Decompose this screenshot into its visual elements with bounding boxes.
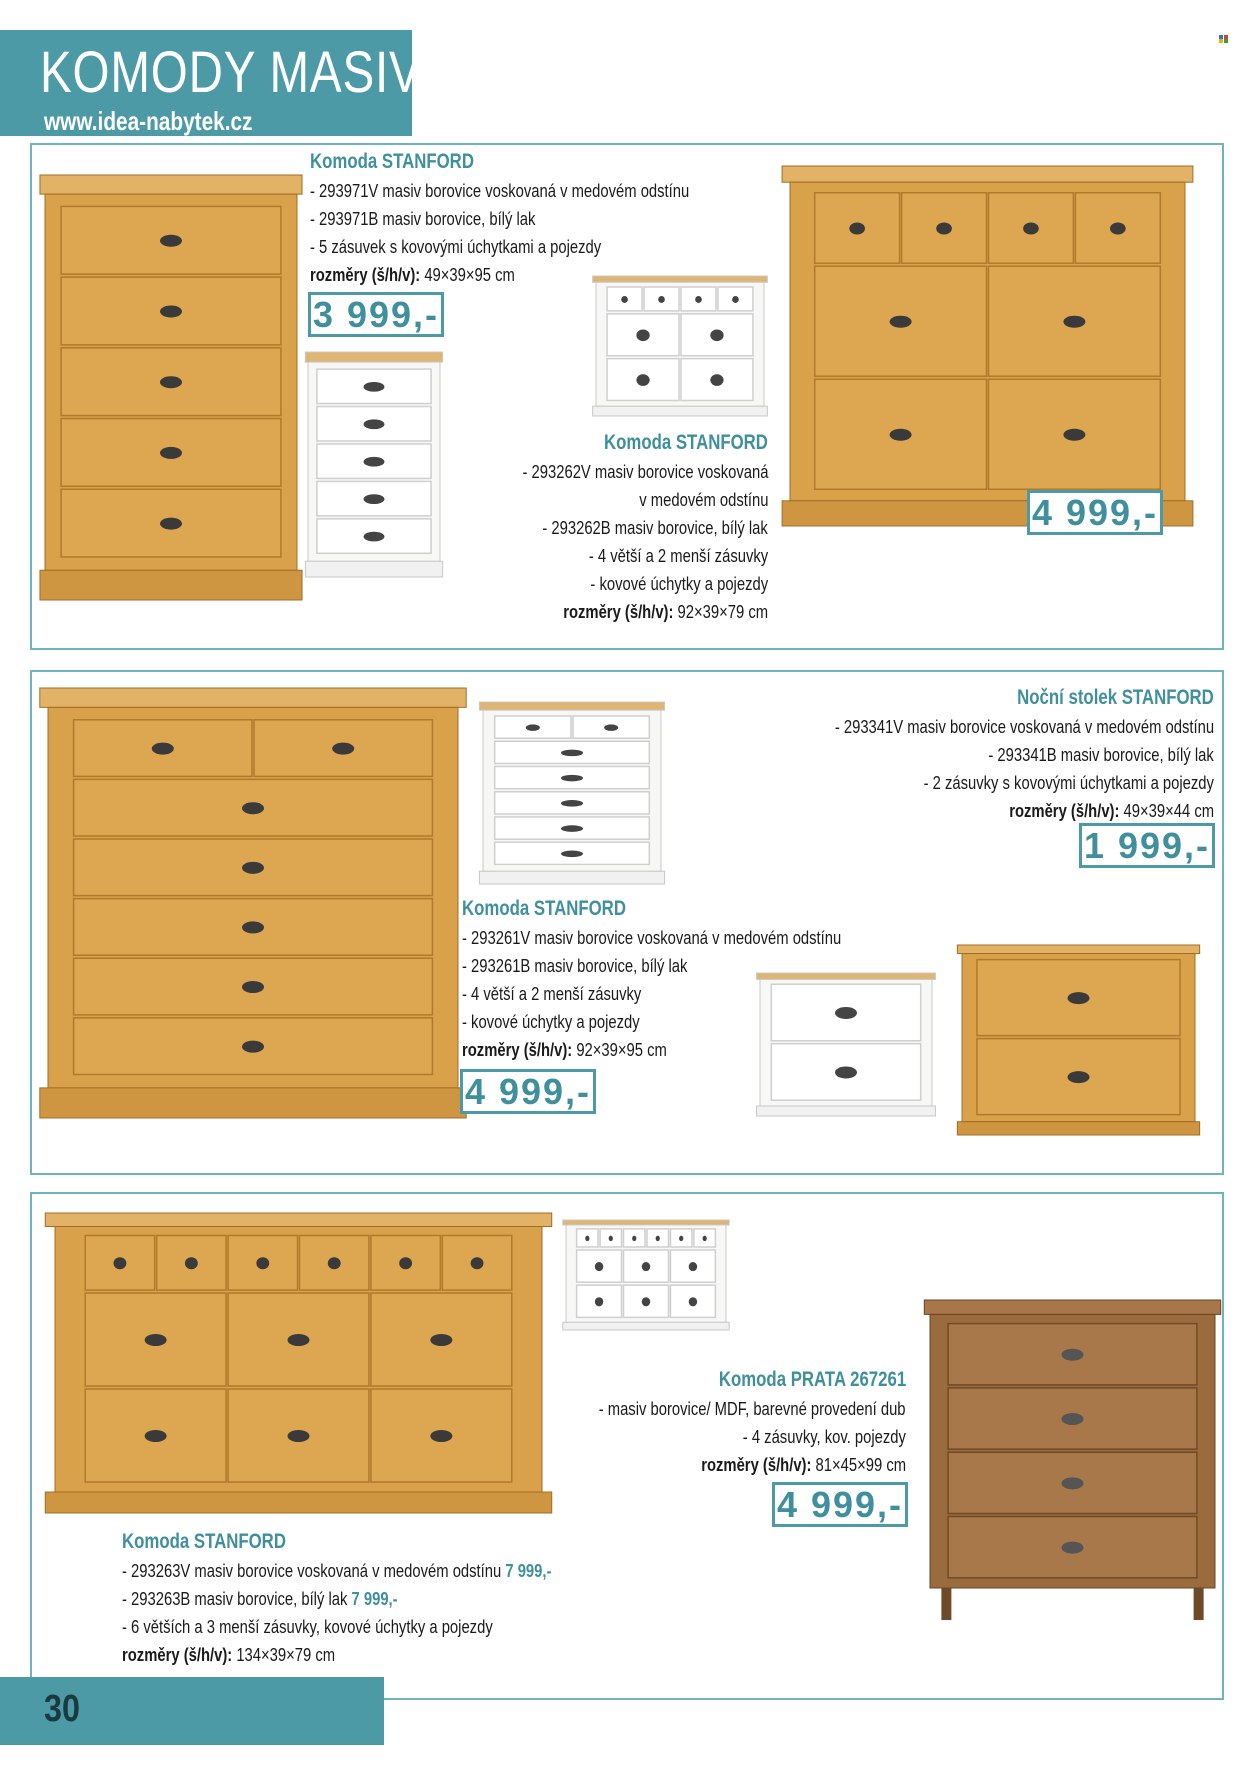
product-3-line-2: - 293341B masiv borovice, bílý lak (988, 744, 1214, 765)
wide-dresser-pine-top (782, 166, 1193, 182)
tall-dresser-pine-handle-icon (160, 518, 182, 530)
prata-dresser-oak-handle-icon (1062, 1349, 1084, 1361)
tall-dresser-white-top (305, 352, 442, 362)
dims-label: rozměry (š/h/v): (701, 1454, 812, 1475)
dims-label: rozměry (š/h/v): (122, 1644, 233, 1665)
sideboard-pine-handle-icon (430, 1334, 452, 1346)
wide-dresser-pine-handle-icon (849, 222, 865, 234)
sideboard-white-handle-icon (689, 1262, 697, 1271)
website-link[interactable]: www.idea-nabytek.cz (44, 106, 253, 136)
sideboard-white-handle-icon (595, 1262, 603, 1271)
wide-dresser-pine-handle-icon (890, 316, 912, 328)
product-2-line-4: - 4 větší a 2 menší zásuvky (588, 545, 768, 566)
dims-label: rozměry (š/h/v): (1009, 800, 1120, 821)
product-4-title: Komoda STANFORD (462, 897, 626, 920)
wide-dresser-pine-handle-icon (1110, 222, 1126, 234)
dims-value: 134×39×79 cm (236, 1644, 336, 1665)
large-dresser-white-handle-icon (561, 825, 583, 832)
product-2-dimensions (563, 598, 768, 626)
wide-dresser-pine-handle-icon (1063, 316, 1085, 328)
product-2-line-2: v medovém odstínu (638, 489, 768, 510)
line-price: 7 999,- (351, 1588, 398, 1609)
wide-dresser-pine-handle-icon (1023, 222, 1039, 234)
sideboard-pine-handle-icon (145, 1334, 167, 1346)
sideboard-white-plinth (563, 1322, 729, 1330)
product-2-line-5: - kovové úchytky a pojezdy (590, 573, 768, 594)
nightstand-pine-plinth (957, 1122, 1199, 1135)
dims-value: 92×39×79 cm (677, 601, 768, 622)
nightstand-white-plinth (757, 1106, 936, 1116)
sideboard-pine-handle-icon (145, 1430, 167, 1442)
wide-dresser-white-handle-icon (658, 296, 665, 303)
prata-dresser-oak-top (924, 1300, 1220, 1314)
product-1-title: Komoda STANFORD (310, 150, 474, 173)
product-3-price: 1 999,- (1079, 823, 1215, 868)
large-dresser-pine-handle-icon (152, 743, 174, 755)
product-3-line-3: - 2 zásuvky s kovovými úchytkami a pojezdy (923, 772, 1214, 793)
large-dresser-white-handle-icon (526, 724, 540, 731)
tall-dresser-white-handle-icon (364, 419, 385, 429)
product-6-title: Komoda STANFORD (122, 1530, 286, 1553)
dims-label: rozměry (š/h/v): (563, 601, 674, 622)
page-title: KOMODY MASIV (40, 40, 422, 105)
sideboard-white-handle-icon (703, 1236, 707, 1241)
nightstand-pine-top (957, 945, 1199, 954)
product-4-price: 4 999,- (460, 1069, 596, 1114)
sideboard-white-top (563, 1220, 729, 1225)
wide-dresser-white-handle-icon (710, 329, 723, 341)
nightstand-white-handle-icon (835, 1007, 857, 1019)
product-6-dimensions (122, 1641, 335, 1669)
sideboard-pine-handle-icon (471, 1257, 484, 1269)
product-4-line-1: - 293261V masiv borovice voskovaná v medovém odstínu (462, 927, 842, 948)
sideboard-pine-top (45, 1213, 551, 1227)
product-4-line-4: - kovové úchytky a pojezdy (462, 1011, 640, 1032)
large-dresser-pine-handle-icon (242, 862, 264, 874)
sideboard-white-handle-icon (642, 1262, 650, 1271)
sideboard-pine-handle-icon (328, 1257, 341, 1269)
large-dresser-pine-handle-icon (242, 981, 264, 993)
tall-dresser-white-handle-icon (364, 382, 385, 392)
tall-dresser-white-handle-icon (364, 457, 385, 467)
product-1-price: 3 999,- (308, 292, 444, 337)
sideboard-white-handle-icon (595, 1297, 603, 1306)
product-6-line-1 (122, 1557, 551, 1585)
wide-dresser-white-plinth (593, 406, 768, 416)
sideboard-pine-handle-icon (185, 1257, 198, 1269)
product-5-price: 4 999,- (772, 1482, 908, 1527)
product-4-dimensions (462, 1036, 667, 1064)
wide-dresser-white-top (593, 276, 768, 282)
sideboard-pine-handle-icon (430, 1430, 452, 1442)
prata-dresser-oak-leg (941, 1588, 951, 1620)
product-1-line-1: - 293971V masiv borovice voskovaná v medovém odstínu (310, 180, 690, 201)
product-5-line-1: - masiv borovice/ MDF, barevné provedení dub (599, 1398, 906, 1419)
nightstand-pine-handle-icon (1068, 1071, 1090, 1083)
tall-dresser-white-plinth (305, 561, 442, 577)
tall-dresser-pine-handle-icon (160, 447, 182, 459)
wide-dresser-pine-handle-icon (1063, 429, 1085, 441)
product-2-title: Komoda STANFORD (604, 431, 768, 454)
wide-dresser-white-handle-icon (636, 329, 649, 341)
product-3-title: Noční stolek STANFORD (1017, 686, 1214, 709)
tall-dresser-pine-handle-icon (160, 305, 182, 317)
product-6-line-2 (122, 1585, 398, 1613)
wide-dresser-white-handle-icon (621, 296, 628, 303)
product-1-dimensions (310, 261, 515, 289)
prata-dresser-oak-handle-icon (1062, 1413, 1084, 1425)
product-5-line-2: - 4 zásuvky, kov. pojezdy (742, 1426, 906, 1447)
dims-value: 49×39×44 cm (1123, 800, 1214, 821)
sideboard-white-handle-icon (679, 1236, 683, 1241)
product-2-line-1: - 293262V masiv borovice voskovaná (522, 461, 768, 482)
nightstand-white-handle-icon (835, 1066, 857, 1078)
product-2-price: 4 999,- (1027, 490, 1163, 535)
large-dresser-white-handle-icon (561, 851, 583, 858)
large-dresser-white-handle-icon (561, 750, 583, 757)
sideboard-white-handle-icon (632, 1236, 636, 1241)
tall-dresser-white-handle-icon (364, 494, 385, 504)
product-1-line-3: - 5 zásuvek s kovovými úchytkami a pojezdy (310, 236, 602, 257)
dims-value: 49×39×95 cm (424, 264, 515, 285)
large-dresser-pine-handle-icon (242, 921, 264, 933)
tall-dresser-pine-handle-icon (160, 376, 182, 388)
tall-dresser-white-handle-icon (364, 532, 385, 542)
wide-dresser-pine-handle-icon (890, 429, 912, 441)
sideboard-white-handle-icon (609, 1236, 613, 1241)
product-3-dimensions (1009, 797, 1214, 825)
large-dresser-white-handle-icon (561, 775, 583, 782)
sideboard-white-handle-icon (642, 1297, 650, 1306)
wide-dresser-pine-handle-icon (936, 222, 952, 234)
sideboard-pine-handle-icon (256, 1257, 269, 1269)
sideboard-pine-plinth (45, 1492, 551, 1513)
dims-label: rozměry (š/h/v): (310, 264, 421, 285)
page-number: 30 (44, 1688, 80, 1730)
dims-value: 92×39×95 cm (576, 1039, 667, 1060)
large-dresser-white-plinth (479, 871, 664, 884)
wide-dresser-white-handle-icon (695, 296, 702, 303)
line-price: 7 999,- (505, 1560, 552, 1581)
large-dresser-pine-handle-icon (332, 743, 354, 755)
product-2-line-3: - 293262B masiv borovice, bílý lak (542, 517, 768, 538)
product-4-line-3: - 4 větší a 2 menší zásuvky (462, 983, 642, 1004)
sideboard-white-handle-icon (585, 1236, 589, 1241)
sideboard-pine-handle-icon (399, 1257, 412, 1269)
large-dresser-pine-plinth (40, 1088, 466, 1118)
large-dresser-white-top (479, 702, 664, 710)
sideboard-pine-handle-icon (288, 1430, 310, 1442)
sideboard-white-handle-icon (689, 1297, 697, 1306)
sideboard-pine-handle-icon (114, 1257, 127, 1269)
tall-dresser-pine-top (40, 175, 302, 194)
tall-dresser-pine-plinth (40, 570, 302, 600)
dims-value: 81×45×99 cm (815, 1454, 906, 1475)
product-5-dimensions (701, 1451, 906, 1479)
dims-label: rozměry (š/h/v): (462, 1039, 573, 1060)
line-text: - 293263B masiv borovice, bílý lak (122, 1588, 352, 1609)
prata-dresser-oak-handle-icon (1062, 1542, 1084, 1554)
product-5-title: Komoda PRATA 267261 (718, 1368, 906, 1391)
wide-dresser-white-handle-icon (710, 374, 723, 386)
product-3-line-1: - 293341V masiv borovice voskovaná v medovém odstínu (834, 716, 1214, 737)
large-dresser-pine-handle-icon (242, 1041, 264, 1053)
wide-dresser-white-handle-icon (636, 374, 649, 386)
prata-dresser-oak-handle-icon (1062, 1477, 1084, 1489)
large-dresser-white-handle-icon (604, 724, 618, 731)
wide-dresser-white-handle-icon (732, 296, 739, 303)
large-dresser-white-handle-icon (561, 800, 583, 807)
nightstand-pine-handle-icon (1068, 992, 1090, 1004)
product-6-line-3: - 6 větších a 3 menší zásuvky, kovové úchytky a pojezdy (122, 1616, 493, 1637)
product-1-line-2: - 293971B masiv borovice, bílý lak (310, 208, 536, 229)
nightstand-white-top (757, 973, 936, 979)
prata-dresser-oak-leg (1194, 1588, 1204, 1620)
tall-dresser-pine-handle-icon (160, 235, 182, 247)
sideboard-pine-handle-icon (288, 1334, 310, 1346)
sideboard-white-handle-icon (656, 1236, 660, 1241)
large-dresser-pine-top (40, 688, 466, 707)
line-text: - 293263V masiv borovice voskovaná v medovém odstínu (122, 1560, 506, 1581)
large-dresser-pine-handle-icon (242, 802, 264, 814)
product-4-line-2: - 293261B masiv borovice, bílý lak (462, 955, 688, 976)
